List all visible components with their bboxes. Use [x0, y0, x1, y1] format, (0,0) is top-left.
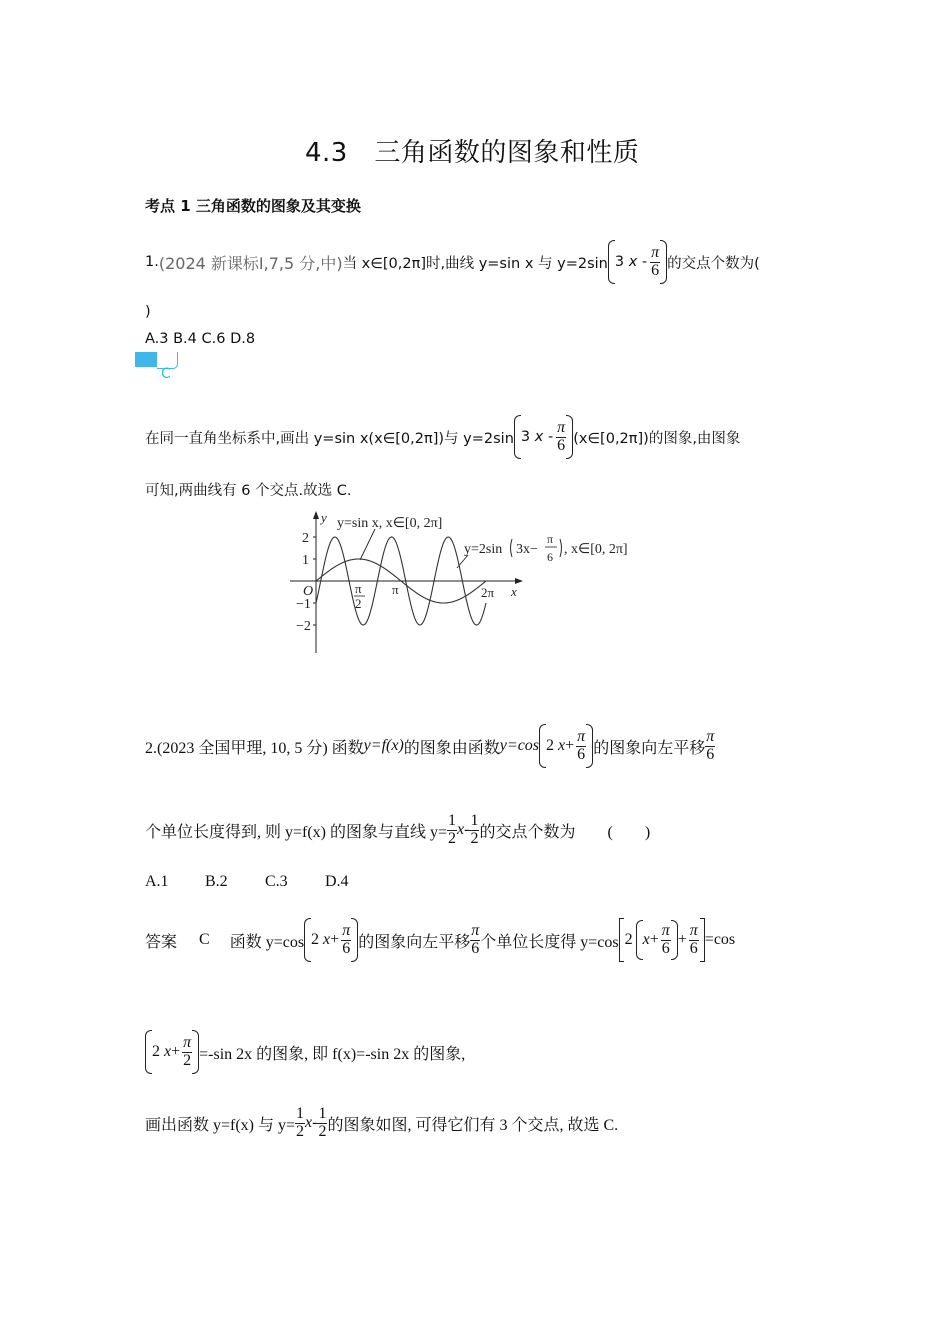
y-tick-label: −1 [296, 597, 311, 612]
question-2-answer-line-3 [145, 1106, 618, 1141]
answer-text-c: 个单位长度得 y=cos [480, 933, 619, 951]
op-minus: - [641, 254, 648, 270]
explanation-paren: 3 x - $\frac{\pi}{6}$ [514, 415, 573, 459]
y-axis-label: y [321, 510, 327, 525]
fraction-pi-6: $\frac{\pi}{6}$ [577, 727, 586, 763]
question-1-number: 1. [145, 254, 159, 270]
sine-graph [285, 505, 665, 655]
question-2-stem-line-2 [145, 813, 650, 848]
section-heading: 考点 1 三角函数的图象及其变换 [145, 197, 361, 215]
x-minus: x- [457, 821, 470, 839]
question-2-answer [145, 918, 735, 962]
q2-paren: 2 x + $\frac{\pi}{6}$ [539, 724, 593, 768]
fraction-pi-6: $\frac{\pi}{6}$ [557, 418, 566, 454]
label-sin: y=sin x, x∈[0, 2π] [337, 516, 443, 531]
question-2-lead: 2.(2023 全国甲理, 10, 5 分) 函数 [145, 739, 364, 757]
question-2-line2-b: 的交点个数为 ( ) [479, 823, 651, 841]
explanation-text-a: 在同一直角坐标系中,画出 y=sin x(x∈[0,2π])与 y=2sin [145, 430, 514, 447]
y-tick-label: 1 [302, 553, 309, 568]
var-x: x [628, 254, 638, 270]
question-2-stem [145, 724, 715, 768]
label-2sin-inner: 3x− [516, 542, 538, 557]
fraction-pi-6: $\frac{\pi}{6}$ [651, 243, 660, 279]
tick-pi: π [392, 582, 399, 597]
label-2sin-den: 6 [547, 550, 553, 564]
y-axis-arrow [313, 511, 319, 519]
question-1-close-paren: ) [145, 304, 151, 320]
option-d: D.4 [325, 873, 349, 890]
fraction-1-2: $\frac{1}{2}$ [318, 1105, 327, 1140]
question-2-answer-line-2 [145, 1030, 465, 1074]
answer-paren: 2 x + $\frac{\pi}{6}$ [304, 918, 358, 962]
fraction-1-2: $\frac{1}{2}$ [448, 812, 457, 847]
tick-pi-half-num: π [355, 581, 362, 596]
question-1-options: A.3 B.4 C.6 D.8 [145, 331, 256, 347]
label-2sin-a: y=2sin [464, 542, 503, 557]
tick-pi-half-den: 2 [355, 596, 362, 611]
explanation-text-b: (x∈[0,2π])的图象,由图象 [573, 430, 741, 447]
x-axis-label: x [511, 584, 517, 599]
question-2-mid: 的图象由函数 [403, 739, 500, 757]
answer-line-5-b: 的图象如图, 可得它们有 3 个交点, 故选 C. [327, 1116, 619, 1134]
answer-text-end: =cos [704, 931, 736, 948]
question-1-text-b: 的交点个数为( [667, 255, 760, 272]
answer-bracket: 2 x + $\frac{\pi}{6}$ + $\frac{\pi}{6}$ [619, 918, 705, 962]
y-tick-label: −2 [296, 619, 311, 634]
answer-text-b: 的图象向左平移 [358, 933, 471, 951]
label-2sin-b: , x∈[0, 2π] [564, 542, 628, 557]
explanation-line-2: 可知,两曲线有 6 个交点.故选 C. [145, 483, 352, 499]
fraction-1-2: $\frac{1}{2}$ [296, 1105, 305, 1140]
fraction-pi-6: $\frac{\pi}{6}$ [471, 921, 480, 957]
answer-letter: C [199, 931, 210, 948]
answer-line-4-text: =-sin 2x 的图象, 即 f(x)=-sin 2x 的图象, [199, 1045, 466, 1063]
question-2-shift: 的图象向左平移 [593, 739, 706, 757]
answer-paren-2: 2 x + $\frac{\pi}{2}$ [145, 1030, 199, 1074]
page-title: 4.3 三角函数的图象和性质 [305, 138, 640, 168]
question-1-text-a: 当 x∈[0,2π]时,曲线 y=sin x 与 y=2sin [342, 255, 608, 272]
fx-expr: y=f(x) [363, 737, 404, 754]
question-1-stem [145, 240, 760, 284]
explanation-line-1 [145, 415, 740, 459]
coef-3: 3 [614, 254, 625, 270]
answer-line-5-a: 画出函数 y=f(x) 与 y= [145, 1116, 296, 1134]
fraction-pi-6: $\frac{\pi}{6}$ [706, 727, 715, 763]
answer-label: 答案 [145, 933, 178, 951]
question-1-source: (2024 新课标Ⅰ,7,5 分,中) [158, 253, 343, 273]
question-2-options [145, 873, 349, 891]
tick-2pi: 2π [481, 585, 495, 600]
option-c: C.3 [265, 873, 288, 890]
fraction-1-2: $\frac{1}{2}$ [470, 812, 479, 847]
x-minus: x- [305, 1114, 318, 1132]
option-b: B.2 [205, 873, 228, 890]
answer-letter: C [161, 366, 171, 382]
origin-label: O [303, 584, 314, 599]
label-2sin-pi: π [547, 532, 554, 546]
answer-text-a: 函数 y=cos [229, 933, 305, 951]
ycos-expr: y=cos [499, 737, 540, 754]
question-1-paren [608, 240, 667, 284]
option-a: A.1 [145, 873, 169, 890]
y-tick-label: 2 [302, 531, 309, 546]
question-2-line2-a: 个单位长度得到, 则 y=f(x) 的图象与直线 y= [145, 823, 448, 841]
answer-badge [135, 352, 157, 367]
